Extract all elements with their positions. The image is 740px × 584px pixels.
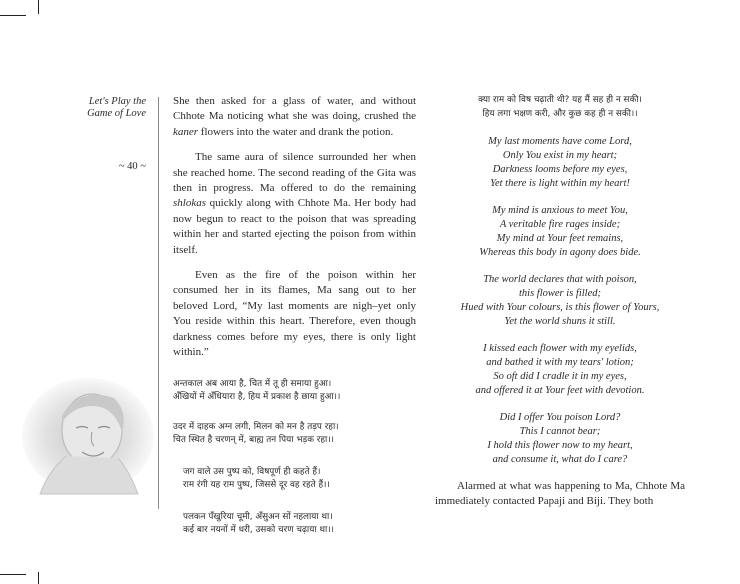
running-title: Let's Play the Game of Love xyxy=(87,96,146,119)
left-text-column xyxy=(173,94,416,538)
hindi-stanza-2: उदर में दाहक अग्न लगी, मिलन को मन है तड़प रहा। चित स्थित है चरणन् में, बाह्य तन पिया भड़क रहा।। xyxy=(173,421,339,445)
paragraph-3: Even as the fire of the poison within her consumed her in its flames, Ma sang out to her beloved Lord, “My last moments are nigh–yet only You reside within this heart. Therefore, even though darkness comes before my eyes, there is only light within.” xyxy=(173,269,416,359)
page-number: ~ 40 ~ xyxy=(118,161,146,172)
verse-4: I kissed each flower with my eyelids, and bathed it with my tears' lotion; So oft did I cradle it in my eyes, and offered it at Your feet with devotion. xyxy=(475,343,645,396)
crop-mark-top-vertical xyxy=(38,0,39,14)
hindi-stanza-4: पलकन पँखुरिया चूमी, अँसुअन सों नहलाया था। कई बार नयनों में धरी, उसको चरण चढ़ाया था।। xyxy=(183,511,334,535)
closing-paragraph: Alarmed at what was happening to Ma, Chhote Ma immediately contacted Papaji and Biji. They both xyxy=(435,480,685,508)
crop-mark-bottom-left xyxy=(0,574,26,575)
hindi-couplet: क्या राम को विष चढ़ाती थी? यह मैं सह ही न सकी। हिय लगा भक्षण करी, और कुछ कह ही न सकी।। xyxy=(478,95,642,119)
paragraph-2: The same aura of silence surrounded her when she reached home. The second reading of the Gita was then in progress. Ma offered to do the remaining shlokas quickly along with Chhote Ma. Her body had now begun to react to the poison that was spreading within her and started ejecting the poison from within itself. xyxy=(173,151,416,256)
verse-2: My mind is anxious to meet You, A veritable fire rages inside; My mind at Your feet remains, Whereas this body in agony does bide. xyxy=(479,205,641,258)
sidebar xyxy=(38,96,146,172)
crop-mark-top-left xyxy=(0,15,26,16)
hindi-stanza-3: जग वाले उस पुष्प को, विषपूर्ण ही कहते हैं। राम रंगी यह राम पुष्प, जिससे दूर वह रहते हैं।। xyxy=(183,466,330,490)
column-divider xyxy=(158,97,159,509)
hindi-stanza-1: अन्तकाल अब आया है, चित में तू ही समाया हुआ। अँखियों में अँधियारा है, हिय में प्रकाश है छाया हुआ।। xyxy=(173,378,341,402)
crop-mark-bottom-vertical xyxy=(38,572,39,584)
paragraph-1: She then asked for a glass of water, and without Chhote Ma noticing what she was doing, crushed the kaner flowers into the water and drank the potion. xyxy=(173,95,416,138)
verse-3: The world declares that with poison, this flower is filled; Hued with Your colours, is this flower of Yours, Yet the world shuns it still. xyxy=(460,274,660,327)
verse-5: Did I offer You poison Lord? This I cannot bear; I hold this flower now to my heart, and consume it, what do I care? xyxy=(487,412,633,465)
portrait-illustration xyxy=(18,372,158,496)
right-text-column xyxy=(435,94,685,510)
verse-1: My last moments have come Lord, Only You exist in my heart; Darkness looms before my eyes, Yet there is light within my heart! xyxy=(488,136,632,189)
